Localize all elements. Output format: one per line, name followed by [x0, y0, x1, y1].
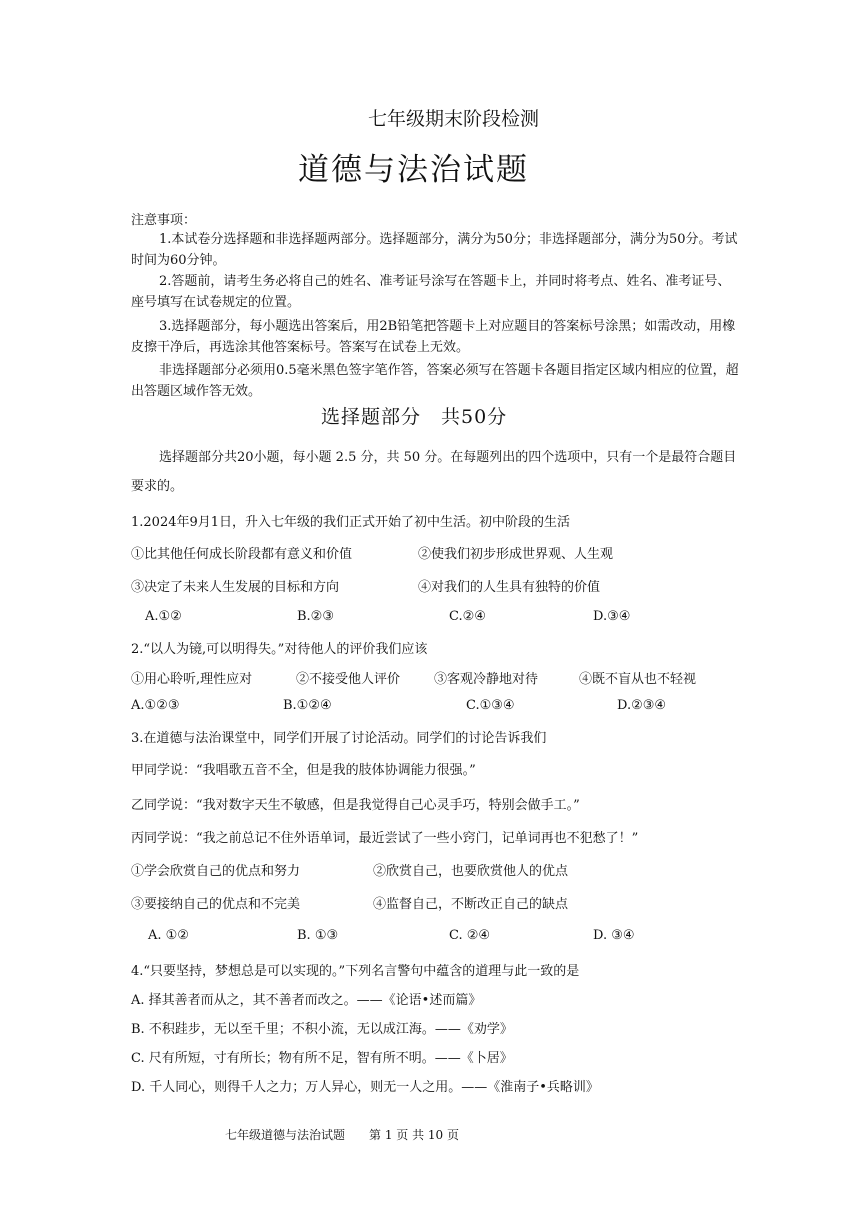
q3-student-bing: 丙同学说：“我之前总记不住外语单词，最近尝试了一些小窍门，记单词再也不犯愁了！” — [131, 831, 639, 846]
q3-option-d: D. ③④ — [593, 928, 635, 943]
q3-statement-1: ①学会欣赏自己的优点和努力 — [131, 864, 301, 879]
notes-heading: 注意事项： — [131, 213, 197, 228]
q3-option-b: B. ①③ — [297, 928, 339, 943]
q2-option-c: C.①③④ — [466, 698, 515, 713]
q3-option-a: A. ①② — [148, 928, 189, 943]
note-item: 3.选择题部分，每小题选出答案后，用2B铅笔把答题卡上对应题目的答案标号涂黑；如需改动，用橡皮擦干净后，再选涂其他答案标号。答案写在试卷上无效。 — [131, 319, 736, 355]
q1-option-c: C.②④ — [449, 609, 486, 624]
q4-option-a: A. 择其善者而从之，其不善者而改之。——《论语•述而篇》 — [131, 993, 482, 1008]
q4-option-d: D. 千人同心，则得千人之力；万人异心，则无一人之用。——《淮南子•兵略训》 — [131, 1080, 599, 1095]
q2-statement-3: ③客观冷静地对待 — [434, 672, 539, 687]
q1-statement-4: ④对我们的人生具有独特的价值 — [418, 580, 601, 595]
question-1-stem: 1.2024年9月1日，升入七年级的我们正式开始了初中生活。初中阶段的生活 — [131, 515, 571, 530]
q1-statement-3: ③决定了未来人生发展的目标和方向 — [131, 580, 340, 595]
question-3-stem: 3.在道德与法治课堂中，同学们开展了讨论活动。同学们的讨论告诉我们 — [131, 731, 547, 746]
q1-option-a: A.①② — [145, 609, 182, 624]
section-heading: 选择题部分 共50分 — [321, 406, 508, 428]
note-item: 2.答题前，请考生务必将自己的姓名、准考证号涂写在答题卡上，并同时将考点、姓名、准考证号、座号填写在试卷规定的位置。 — [131, 274, 731, 310]
section-instructions: 选择题部分共20小题，每小题 2.5 分，共 50 分。在每题列出的四个选项中，只有一个是最符合题目要求的。 — [131, 450, 737, 494]
q4-option-b: B. 不积跬步，无以至千里；不积小流，无以成江海。——《劝学》 — [131, 1022, 513, 1037]
note-item: 非选择题部分必须用0.5毫米黑色签字笔作答，答案必须写在答题卡各题目指定区域内相应的位置，超出答题区域作答无效。 — [131, 363, 739, 399]
q3-statement-4: ④监督自己，不断改正自己的缺点 — [373, 897, 569, 912]
q3-option-c: C. ②④ — [449, 928, 491, 943]
q2-option-a: A.①②③ — [131, 698, 180, 713]
q3-student-jia: 甲同学说：“我唱歌五音不全，但是我的肢体协调能力很强。” — [131, 763, 476, 778]
q1-statement-2: ②使我们初步形成世界观、人生观 — [418, 547, 614, 562]
q2-statement-4: ④既不盲从也不轻视 — [579, 672, 697, 687]
q1-option-b: B.②③ — [297, 609, 334, 624]
q1-option-d: D.③④ — [593, 609, 631, 624]
q2-statement-2: ②不接受他人评价 — [296, 672, 401, 687]
exam-title: 道德与法治试题 — [298, 152, 529, 188]
q3-statement-3: ③要接纳自己的优点和不完美 — [131, 897, 301, 912]
page-footer: 七年级道德与法治试题 第 1 页 共 10 页 — [225, 1128, 459, 1142]
q4-option-c: C. 尺有所短，寸有所长；物有所不足，智有所不明。——《卜居》 — [131, 1051, 513, 1066]
q3-statement-2: ②欣赏自己，也要欣赏他人的优点 — [373, 864, 569, 879]
q2-option-d: D.②③④ — [617, 698, 667, 713]
q1-statement-1: ①比其他任何成长阶段都有意义和价值 — [131, 547, 353, 562]
note-item: 1.本试卷分选择题和非选择题两部分。选择题部分，满分为50分；非选择题部分，满分为50分。考试时间为60分钟。 — [131, 232, 738, 268]
q2-statement-1: ①用心聆听,理性应对 — [131, 672, 253, 687]
q3-student-yi: 乙同学说：“我对数字天生不敏感，但是我觉得自己心灵手巧，特别会做手工。” — [131, 798, 580, 813]
question-2-stem: 2.“以人为镜,可以明得失。”对待他人的评价我们应该 — [131, 642, 428, 657]
exam-subtitle: 七年级期末阶段检测 — [368, 108, 540, 130]
q2-option-b: B.①②④ — [283, 698, 332, 713]
question-4-stem: 4.“只要坚持，梦想总是可以实现的。”下列名言警句中蕴含的道理与此一致的是 — [131, 964, 580, 979]
